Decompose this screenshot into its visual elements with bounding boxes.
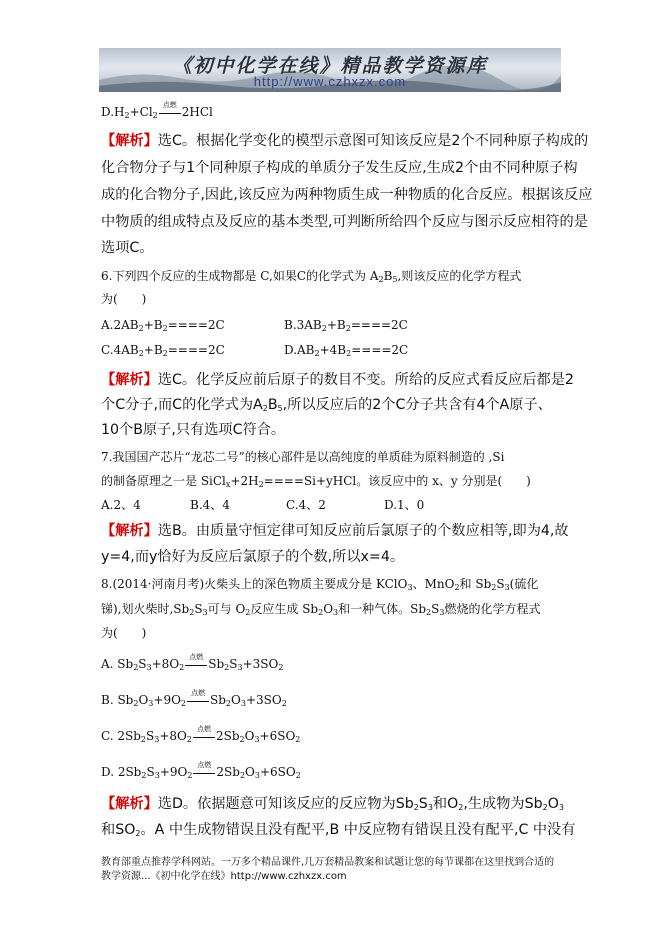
analysis-line: 10个B原子,只有选项C符合。 bbox=[101, 422, 286, 438]
footer-line: 教学资源...《初中化学在线》http://www.czhxzx.com bbox=[101, 871, 347, 882]
analysis-line: 中物质的组成特点及反应的基本类型,可判断所给四个反应与图示反应相符的是 bbox=[101, 214, 588, 230]
q6-option-c: $C.4AB_2+B_2====2C$ bbox=[101, 343, 225, 358]
question-8-text: 锑),划火柴时$,Sb_2S_3$可与 $O_2$反应生成 $Sb_2O_3$和一种气体。$Sb_2S_3$燃烧的化学方程式 bbox=[101, 602, 541, 617]
header-banner bbox=[99, 48, 561, 92]
analysis-line: 选项C。 bbox=[101, 240, 154, 256]
banner-title: 《初中化学在线》精品教学资源库 bbox=[172, 55, 488, 77]
analysis-line: 个C分子,而C的化学式为$A_2B_5$,所以反应后的2个C分子共含有4个A原子、 bbox=[101, 397, 552, 413]
analysis-line: 和$SO_2$。A 中生成物错误且没有配平,B 中反应物有错误且没有配平,C 中没有 bbox=[101, 822, 576, 838]
q6-option-a: $A.2AB_2+B_2====2C$ bbox=[101, 318, 225, 333]
q8-option-a: A. $Sb_2S_3+8O_2$ 点燃 $Sb_2S_3+3SO_2$ bbox=[101, 653, 284, 672]
question-6-text: 6.下列四个反应的生成物都是 C,如果C的化学式为 $A_2B_5$,则该反应的化学方程式 bbox=[101, 269, 522, 284]
q8-option-b: B. $Sb_2O_3+9O_2$ 点燃 $Sb_2O_3+3SO_2$ bbox=[101, 689, 287, 708]
banner-url[interactable]: http://www.czhxzx.com bbox=[253, 74, 407, 89]
reaction-arrow: 点燃 bbox=[159, 104, 181, 114]
analysis-line: 成的化合物分子,因此,该反应为两种物质生成一种物质的化合反应。根据该反应 bbox=[101, 187, 593, 203]
q7-option-a: A.2、4 bbox=[101, 498, 141, 512]
analysis-line: y=4,而y恰好为反应后氯原子的个数,所以x=4。 bbox=[101, 549, 405, 565]
analysis-line: 【解析】选C。根据化学变化的模型示意图可知该反应是2个不同种原子构成的 bbox=[101, 133, 589, 149]
analysis-line: 【解析】选C。化学反应前后原子的数目不变。所给的反应式看反应后都是2 bbox=[101, 372, 574, 388]
option-d-prev-question: $D.H_2+Cl_2$ 点燃 2HCl bbox=[101, 101, 213, 120]
analysis-line: 化合物分子与1个同种原子构成的单质分子发生反应,生成2个由不同种原子构 bbox=[101, 160, 578, 176]
q7-option-d: D.1、0 bbox=[384, 498, 425, 512]
q6-option-d: $D.AB_2+4B_2====2C$ bbox=[284, 343, 409, 358]
question-8-text: 为( ) bbox=[101, 626, 147, 640]
q6-option-b: $B.3AB_2+B_2====2C$ bbox=[284, 318, 408, 333]
analysis-line: 【解析】选D。依据题意可知该反应的反应物为$Sb_2S_3$和$O_2$,生成物为$Sb_2O_3$ bbox=[101, 796, 564, 812]
analysis-line: 【解析】选B。由质量守恒定律可知反应前后氯原子的个数应相等,即为4,故 bbox=[101, 523, 569, 539]
q7-option-b: B.4、4 bbox=[190, 498, 230, 512]
footer-line: 教育部重点推荐学科网站。一万多个精品课件,几万套精品教案和试题让您的每节课都在这里找到合适的 bbox=[101, 857, 555, 868]
question-7-text: 7.我国国产芯片“龙芯二号”的核心部件是以高纯度的单质硅为原料制造的 ,Si bbox=[101, 450, 505, 464]
q8-option-c: C. $2Sb_2S_3+8O_2$ 点燃 $2Sb_2O_3+6SO_2$ bbox=[101, 725, 301, 744]
question-6-text: 为( ) bbox=[101, 292, 147, 306]
question-8-text: 8.(2014·河南月考)火柴头上的深色物质主要成分是 KClO$_3$、MnO$_2$和 $Sb_2S_3$(硫化 bbox=[101, 577, 539, 592]
question-7-text: 的制备原理之一是 $SiCl_x+2H_2====Si+yHCl$。该反应中的 x、y 分别是( ) bbox=[101, 474, 531, 489]
q7-option-c: C.4、2 bbox=[286, 498, 326, 512]
page-footer bbox=[101, 856, 571, 884]
q8-option-d: D. $2Sb_2S_3+9O_2$ 点燃 $2Sb_2O_3+6SO_2$ bbox=[101, 761, 301, 780]
